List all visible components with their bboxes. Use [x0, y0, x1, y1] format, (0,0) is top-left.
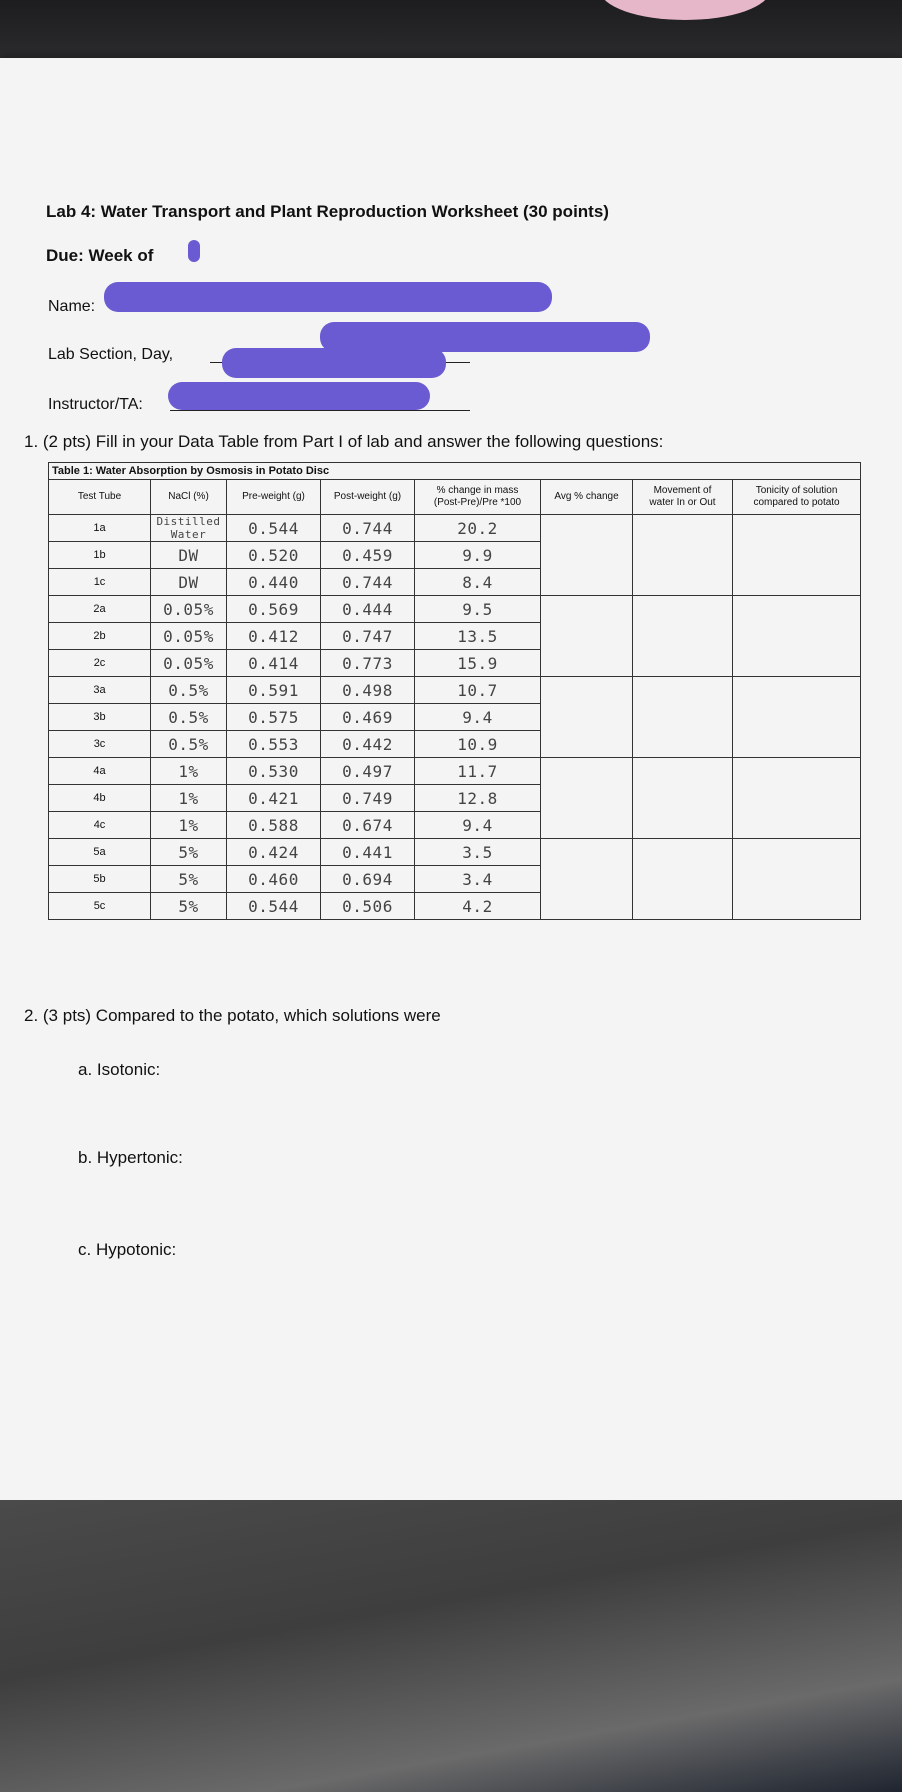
table-row: 2a 0.05% 0.569 0.444 9.5: [49, 596, 861, 623]
header-percent-change: % change in mass (Post-Pre)/Pre *100: [415, 480, 541, 515]
table-row: 4c 1% 0.588 0.674 9.4: [49, 812, 861, 839]
table-row: 3b 0.5% 0.575 0.469 9.4: [49, 704, 861, 731]
table-row: 3c 0.5% 0.553 0.442 10.9: [49, 731, 861, 758]
question-2b: b. Hypertonic:: [78, 1148, 183, 1167]
table-row: 2c 0.05% 0.414 0.773 15.9: [49, 650, 861, 677]
header-tonicity: Tonicity of solution compared to potato: [733, 480, 861, 515]
question-2: 2. (3 pts) Compared to the potato, which solutions were: [24, 1006, 441, 1025]
question-2a: a. Isotonic:: [78, 1060, 161, 1079]
worksheet-title: Lab 4: Water Transport and Plant Reproduction Worksheet (30 points): [46, 202, 609, 221]
header-movement: Movement of water In or Out: [633, 480, 733, 515]
table-row: 4b 1% 0.421 0.749 12.8: [49, 785, 861, 812]
table-row: 5a 5% 0.424 0.441 3.5: [49, 839, 861, 866]
header-post-weight: Post-weight (g): [321, 480, 415, 515]
header-nacl: NaCl (%): [151, 480, 227, 515]
header-pre-weight: Pre-weight (g): [227, 480, 321, 515]
header-test-tube: Test Tube: [49, 480, 151, 515]
background-bottom: [0, 1500, 902, 1792]
question-1: 1. (2 pts) Fill in your Data Table from Part I of lab and answer the following questions:: [24, 432, 664, 451]
instructor-label: Instructor/TA:: [48, 396, 143, 413]
redaction-mark: [222, 348, 446, 378]
name-label: Name:: [48, 298, 96, 315]
table-row: 2b 0.05% 0.412 0.747 13.5: [49, 623, 861, 650]
redaction-mark: [168, 382, 430, 410]
lab-section-label: Lab Section, Day,: [48, 346, 174, 363]
table-row: 1c DW 0.440 0.744 8.4: [49, 569, 861, 596]
table-row: 5c 5% 0.544 0.506 4.2: [49, 893, 861, 920]
redaction-mark: [188, 240, 200, 262]
table-row: 1b DW 0.520 0.459 9.9: [49, 542, 861, 569]
table-row: 5b 5% 0.460 0.694 3.4: [49, 866, 861, 893]
question-2c: c. Hypotonic:: [78, 1240, 177, 1259]
data-table: [48, 462, 861, 920]
redaction-mark: [104, 282, 552, 312]
instructor-underline: [170, 410, 470, 411]
table-row: 3a 0.5% 0.591 0.498 10.7: [49, 677, 861, 704]
due-label: Due: Week of: [46, 246, 154, 265]
table-row: 1a Distilled Water 0.544 0.744 20.2: [49, 515, 861, 542]
background-top: [0, 0, 902, 60]
header-avg-change: Avg % change: [541, 480, 633, 515]
table-caption: Table 1: Water Absorption by Osmosis in Potato Disc: [49, 463, 861, 480]
table-row: 4a 1% 0.530 0.497 11.7: [49, 758, 861, 785]
